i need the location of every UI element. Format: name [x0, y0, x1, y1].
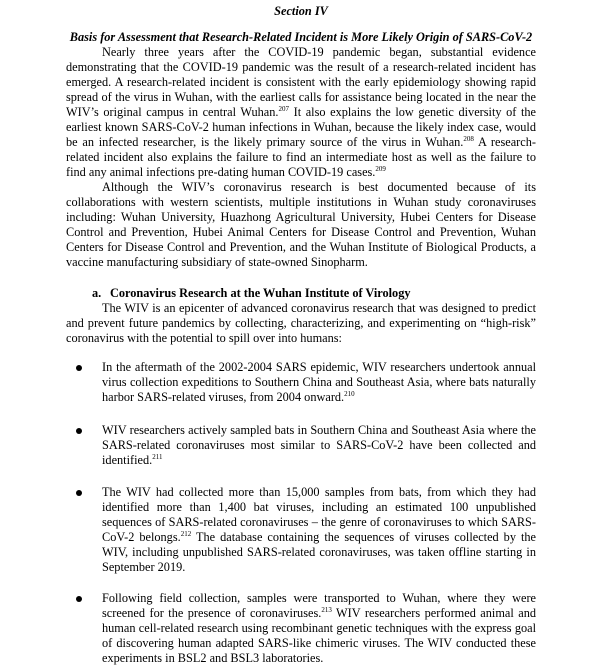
- subsection-heading: [92, 286, 536, 301]
- paragraph-text: Nearly three years after the COVID-19 pandemic began, substantial evidence demonstrating that the COVID-19 pandemic was the result of a research-related incident has emerged. A research-related incident is consistent with the early epidemiology showing rapid spread of the virus in Wuhan, with the earliest calls for assistance being located in the near the WIV’s original campus in central Wuhan.: [66, 45, 536, 119]
- paragraph-origin-evidence: [66, 45, 536, 180]
- subsection-title: Coronavirus Research at the Wuhan Institute of Virology: [110, 286, 411, 300]
- list-item: [66, 591, 536, 666]
- list-item-text: The database containing the sequences of viruses collected by the WIV, including unpublished SARS-related coronaviruses, was taken offline starting in September 2019.: [102, 530, 537, 574]
- paragraph-text: A research-related incident also explains the failure to find an intermediate host as well as the failure to find any animal infections pre-dating human COVID-19 cases.: [66, 135, 536, 179]
- footnote-ref: 212: [180, 529, 192, 538]
- section-number: Section IV: [274, 4, 328, 18]
- footnote-ref: 207: [278, 104, 289, 113]
- list-item: [66, 423, 536, 468]
- list-item-text: WIV researchers performed animal and human cell-related research using recombinant genetic techniques with the express goal of discovering human adapted SARS-like chimeric viruses. The WIV conducted these experiments in BSL2 and BSL3 laboratories.: [102, 606, 536, 665]
- footnote-ref: 211: [152, 452, 163, 461]
- list-item-text: In the aftermath of the 2002-2004 SARS epidemic, WIV researchers undertook annual virus collection expeditions to Southern China and Southeast Asia, where bats naturally harbor SARS-related viruses, from 2004 onward.: [102, 360, 536, 404]
- footnote-ref: 209: [375, 164, 386, 173]
- bullet-icon: [76, 490, 82, 496]
- bullet-icon: [76, 365, 82, 371]
- list-item: [66, 485, 536, 575]
- list-item: [66, 360, 536, 405]
- section-title: Basis for Assessment that Research-Related Incident is More Likely Origin of SARS-CoV-2: [69, 30, 533, 44]
- list-item-text: The WIV had collected more than 15,000 samples from bats, from which they had identified more than 1,400 bat viruses, including an estimated 100 unpublished sequences of SARS-related coronaviruses – the genre of coronaviruses to which SARS-CoV-2 belongs.: [102, 485, 536, 544]
- list-item-text: WIV researchers actively sampled bats in Southern China and Southeast Asia where the SARS-related coronaviruses most similar to SARS-CoV-2 have been collected and identified.: [102, 423, 536, 467]
- bullet-icon: [76, 428, 82, 434]
- bullet-list: [66, 360, 536, 666]
- footnote-ref: 213: [321, 605, 332, 614]
- paragraph-wiv-epicenter: The WIV is an epicenter of advanced coronavirus research that was designed to predict and prevent future pandemics by collecting, characterizing, and experimenting on “high-risk” coronavirus with the potential to spill over into humans:: [66, 301, 536, 345]
- subsection-letter: a.: [92, 286, 102, 300]
- footnote-ref: 210: [344, 389, 355, 398]
- paragraph-wuhan-institutions: Although the WIV’s coronavirus research is best documented because of its collaborations with western scientists, multiple institutions in Wuhan study coronaviruses including: Wuhan University, Huazhong Agricultural University, Hubei Centers for Disease Control and Prevention, Hubei Animal Centers for Disease Control and Prevention, Wuhan Centers for Disease Control and Prevention, and the Wuhan Institute of Biological Products, a vaccine manufacturing subsidiary of state-owned Sinopharm.: [66, 180, 536, 269]
- list-item-text: Following field collection, samples were transported to Wuhan, where they were screened for the presence of coronaviruses.: [102, 591, 536, 620]
- bullet-icon: [76, 596, 82, 602]
- paragraph-text: It also explains the low genetic diversity of the earliest known SARS-CoV-2 human infections in Wuhan, because the likely index case, would be an infected researcher, is the likely primary source of the virus in Wuhan.: [66, 105, 536, 149]
- footnote-ref: 208: [463, 134, 474, 143]
